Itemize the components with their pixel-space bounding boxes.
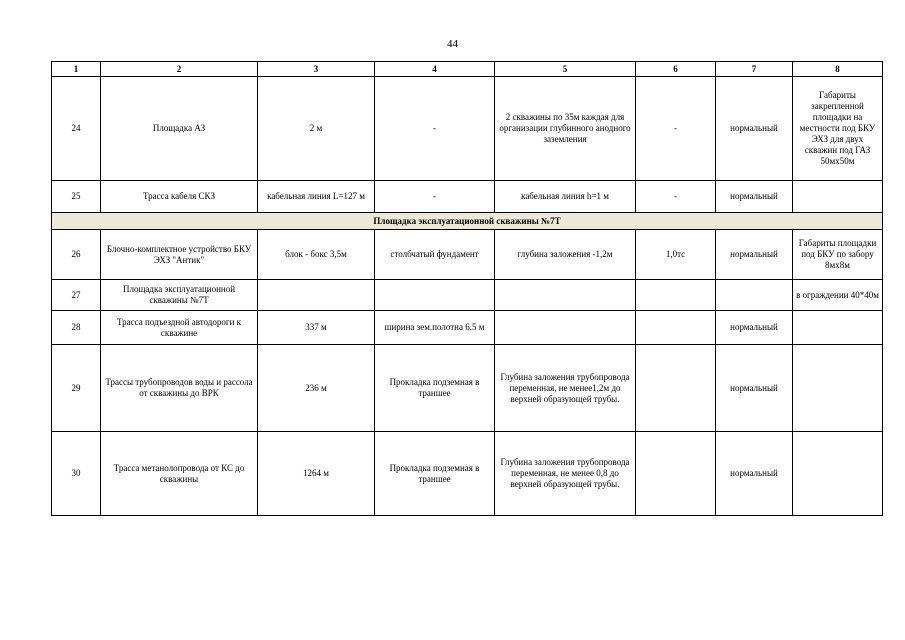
table-row bbox=[52, 432, 883, 516]
note-cell bbox=[793, 311, 883, 345]
row-number: 24 bbox=[52, 77, 101, 181]
depth-cell: глубина заложения -1,2м bbox=[495, 230, 636, 280]
object-name: Площадка эксплуатационной скважины №7Т bbox=[101, 280, 258, 311]
size-cell: кабельная линия L=127 м bbox=[258, 181, 375, 213]
header-row bbox=[52, 62, 883, 77]
table-row bbox=[52, 77, 883, 181]
load-cell bbox=[636, 432, 716, 516]
header-cell: 6 bbox=[636, 62, 716, 77]
note-cell bbox=[793, 432, 883, 516]
object-name: Блочно-комплектное устройство БКУ ЭХЗ "Антик" bbox=[101, 230, 258, 280]
table-row bbox=[52, 345, 883, 432]
header-cell: 4 bbox=[375, 62, 495, 77]
load-cell: - bbox=[636, 181, 716, 213]
foundation-cell: столбчатый фундамент bbox=[375, 230, 495, 280]
table-row bbox=[52, 311, 883, 345]
data-table bbox=[51, 61, 883, 516]
load-cell bbox=[636, 345, 716, 432]
load-cell: - bbox=[636, 77, 716, 181]
foundation-cell: Прокладка подземная в траншее bbox=[375, 432, 495, 516]
load-cell bbox=[636, 280, 716, 311]
section-row bbox=[52, 213, 883, 230]
condition-cell: нормальный bbox=[716, 345, 793, 432]
note-cell: Габариты площадки под БКУ по забору 8мх8м bbox=[793, 230, 883, 280]
load-cell: 1,0тс bbox=[636, 230, 716, 280]
object-name: Трасса кабеля СКЗ bbox=[101, 181, 258, 213]
load-cell bbox=[636, 311, 716, 345]
page-number: 44 bbox=[447, 38, 458, 50]
foundation-cell: Прокладка подземная в траншее bbox=[375, 345, 495, 432]
note-cell bbox=[793, 345, 883, 432]
header-cell: 5 bbox=[495, 62, 636, 77]
header-cell: 7 bbox=[716, 62, 793, 77]
table-row bbox=[52, 280, 883, 311]
section-title: Площадка эксплуатационной скважины №7Т bbox=[52, 213, 883, 230]
depth-cell bbox=[495, 311, 636, 345]
row-number: 30 bbox=[52, 432, 101, 516]
table-row bbox=[52, 181, 883, 213]
foundation-cell: - bbox=[375, 77, 495, 181]
depth-cell: Глубина заложения трубопровода переменная, не менее1,2м до верхней образующей трубы. bbox=[495, 345, 636, 432]
row-number: 25 bbox=[52, 181, 101, 213]
note-cell bbox=[793, 181, 883, 213]
depth-cell: кабельная линия h=1 м bbox=[495, 181, 636, 213]
foundation-cell: ширина зем.полотна 6.5 м bbox=[375, 311, 495, 345]
foundation-cell bbox=[375, 280, 495, 311]
depth-cell bbox=[495, 280, 636, 311]
header-cell: 8 bbox=[793, 62, 883, 77]
note-cell: в ограждении 40*40м bbox=[793, 280, 883, 311]
row-number: 28 bbox=[52, 311, 101, 345]
foundation-cell: - bbox=[375, 181, 495, 213]
condition-cell: нормальный bbox=[716, 181, 793, 213]
size-cell: блок - бокс 3,5м bbox=[258, 230, 375, 280]
row-number: 27 bbox=[52, 280, 101, 311]
size-cell: 337 м bbox=[258, 311, 375, 345]
condition-cell: нормальный bbox=[716, 77, 793, 181]
size-cell bbox=[258, 280, 375, 311]
row-number: 26 bbox=[52, 230, 101, 280]
condition-cell: нормальный bbox=[716, 230, 793, 280]
size-cell: 2 м bbox=[258, 77, 375, 181]
condition-cell: нормальный bbox=[716, 432, 793, 516]
note-cell: Габариты закрепленной площадки на местности под БКУ ЭХЗ для двух скважин под ГАЗ 50мх50м bbox=[793, 77, 883, 181]
object-name: Трассы трубопроводов воды и рассола от скважины до ВРК bbox=[101, 345, 258, 432]
header-cell: 2 bbox=[101, 62, 258, 77]
table-row bbox=[52, 230, 883, 280]
header-cell: 3 bbox=[258, 62, 375, 77]
size-cell: 236 м bbox=[258, 345, 375, 432]
object-name: Площадка АЗ bbox=[101, 77, 258, 181]
header-cell: 1 bbox=[52, 62, 101, 77]
size-cell: 1264 м bbox=[258, 432, 375, 516]
depth-cell: Глубина заложения трубопровода переменная, не менее 0,8 до верхней образующей трубы. bbox=[495, 432, 636, 516]
condition-cell: нормальный bbox=[716, 311, 793, 345]
row-number: 29 bbox=[52, 345, 101, 432]
condition-cell bbox=[716, 280, 793, 311]
object-name: Трасса подъездной автодороги к скважине bbox=[101, 311, 258, 345]
depth-cell: 2 скважины по 35м каждая для организации глубинного анодного заземления bbox=[495, 77, 636, 181]
object-name: Трасса метанолопровода от КС до скважины bbox=[101, 432, 258, 516]
